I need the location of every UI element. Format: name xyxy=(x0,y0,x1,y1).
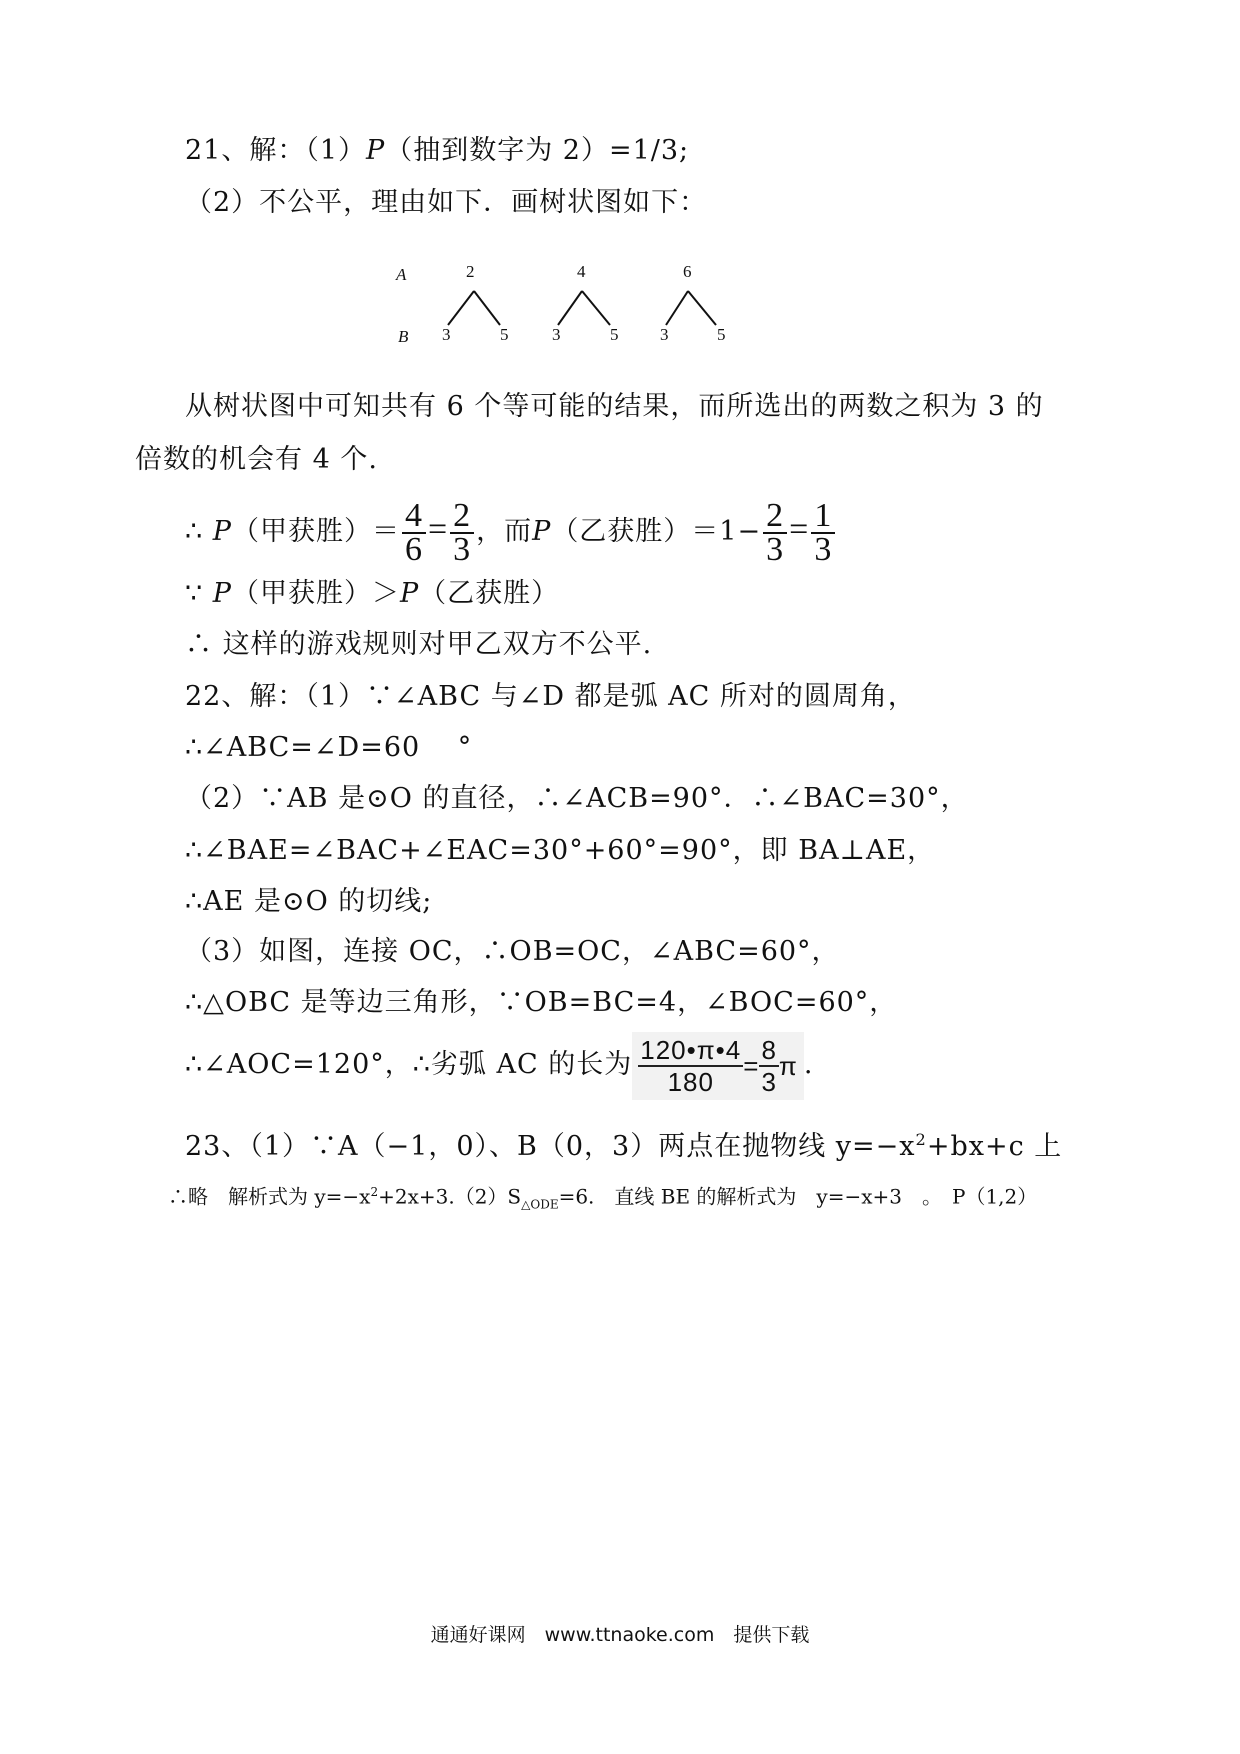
q21-line-5 xyxy=(185,490,837,572)
exponent: 2 xyxy=(370,1185,379,1199)
equals-sign: = xyxy=(743,1050,760,1081)
branch-2-right xyxy=(474,291,500,325)
q21-label: 21、解：（1） xyxy=(185,135,367,166)
q22-line-7: ∴△OBC 是等边三角形，∵OB=BC=4，∠BOC=60°， xyxy=(185,987,898,1018)
q21-line-7: ∴ 这样的游戏规则对甲乙双方不公平. xyxy=(185,629,653,660)
tree-leaf-2-left: 3 xyxy=(552,325,561,344)
q22-line-4: ∴∠BAE=∠BAC+∠EAC=30°+60°=90°，即 BA⊥AE， xyxy=(185,835,936,866)
fraction-numerator: 1 xyxy=(811,500,835,534)
branch-4-right xyxy=(582,291,610,325)
prob-symbol: P xyxy=(399,578,420,609)
q23-answer-text-2: +2x+3.（2）S xyxy=(378,1184,522,1209)
q23-answer-text-3: =6. 直线 BE 的解析式为 y=−x+3 。 P（1,2） xyxy=(558,1184,1038,1209)
formula-numerator: 120•π•4 xyxy=(640,1034,742,1065)
fraction-2-3 xyxy=(450,496,474,568)
formula-fraction xyxy=(638,1035,743,1097)
q22-line-5: ∴AE 是⊙O 的切线; xyxy=(185,886,433,917)
equals-sign: = xyxy=(427,511,449,548)
tree-top-2: 4 xyxy=(577,262,586,281)
page-footer: 通通好课网 www.ttnaoke.com 提供下载 xyxy=(430,1624,810,1646)
fraction-numerator: 4 xyxy=(402,500,426,534)
prob-symbol: P xyxy=(212,578,232,609)
q22-line-8 xyxy=(185,1030,813,1100)
result-denominator: 3 xyxy=(761,1066,777,1097)
q22-line-1: 22、解：（1）∵∠ABC 与∠D 都是弧 AC 所对的圆周角， xyxy=(185,681,916,712)
tree-leaf-2-right: 5 xyxy=(610,325,619,344)
area-subscript: △ODE xyxy=(521,1197,559,1212)
q22-line-2: ∴∠ABC=∠D=60 ° xyxy=(185,732,473,763)
result-fraction xyxy=(759,1035,778,1097)
q21-answer-1: （抽到数字为 2）=1/3; xyxy=(385,135,690,166)
q22-line-3: （2）∵AB 是⊙O 的直径，∴∠ACB=90°．∴∠BAC=30°， xyxy=(185,783,969,814)
connector-text: ，而 xyxy=(476,516,533,547)
tree-leaf-3-left: 3 xyxy=(660,325,669,344)
prob-symbol: P xyxy=(532,516,552,547)
exponent: 2 xyxy=(915,1130,927,1149)
q22-line-6: （3）如图，连接 OC，∴OB=OC，∠ABC=60°， xyxy=(185,936,840,967)
prob-symbol: P xyxy=(366,135,386,166)
branch-2-left xyxy=(448,291,474,325)
fraction-4-6 xyxy=(402,496,426,568)
q23-given-text-end: +bx+c 上 xyxy=(926,1131,1063,1162)
fraction-1-3 xyxy=(811,496,835,568)
tree-leaf-1-left: 3 xyxy=(442,325,451,344)
fraction-denominator: 6 xyxy=(404,530,423,568)
prob-symbol: P xyxy=(212,516,232,547)
event-jia: （甲获胜）＝ xyxy=(231,516,400,547)
fraction-denominator: 3 xyxy=(766,530,785,568)
arc-length-formula xyxy=(632,1032,804,1100)
arc-length-text: ∴∠AOC=120°，∴劣弧 AC 的长为 xyxy=(185,1049,633,1080)
q23-given-text: 23、（1）∵A（−1，0）、B（0，3）两点在抛物线 y=−x xyxy=(185,1131,916,1162)
branch-6-left xyxy=(666,291,688,325)
q23-answer-text: ∴略 解析式为 y=−x xyxy=(168,1184,371,1209)
fraction-denominator: 3 xyxy=(814,530,833,568)
tree-diagram xyxy=(390,255,750,355)
fraction-numerator: 2 xyxy=(763,500,787,534)
equals-sign: = xyxy=(789,511,810,548)
q21-line-2: （2）不公平，理由如下．画树状图如下： xyxy=(185,187,708,218)
tree-leaf-1-right: 5 xyxy=(500,325,509,344)
q21-line-3: 从树状图中可知共有 6 个等可能的结果，而所选出的两数之积为 3 的 xyxy=(185,391,1044,422)
tree-top-3: 6 xyxy=(683,262,692,281)
q21-line-6 xyxy=(185,577,559,611)
result-numerator: 8 xyxy=(761,1034,777,1065)
tree-row-a-label: A xyxy=(396,265,407,284)
fraction-2-3-b xyxy=(763,496,787,568)
q21-line-1 xyxy=(185,134,689,168)
fraction-denominator: 3 xyxy=(453,530,472,568)
tree-top-1: 2 xyxy=(466,262,475,281)
pi-symbol: π xyxy=(778,1050,798,1081)
therefore-symbol: ∴ xyxy=(185,516,204,547)
q21-line-4: 倍数的机会有 4 个. xyxy=(135,444,378,475)
because-symbol: ∵ xyxy=(185,578,204,609)
event-yi: （乙获胜）＝1− xyxy=(551,516,762,547)
event-yi: （乙获胜） xyxy=(419,578,560,609)
branch-4-left xyxy=(558,291,582,325)
formula-denominator: 180 xyxy=(667,1066,714,1097)
tree-row-b-label: B xyxy=(398,327,409,346)
period: . xyxy=(803,1049,814,1080)
fraction-numerator: 2 xyxy=(450,500,474,534)
tree-leaf-3-right: 5 xyxy=(717,325,726,344)
q23-line-1 xyxy=(185,1123,1062,1164)
q23-line-2 xyxy=(168,1178,1037,1219)
branch-6-right xyxy=(688,291,716,325)
event-jia: （甲获胜）＞ xyxy=(231,578,400,609)
